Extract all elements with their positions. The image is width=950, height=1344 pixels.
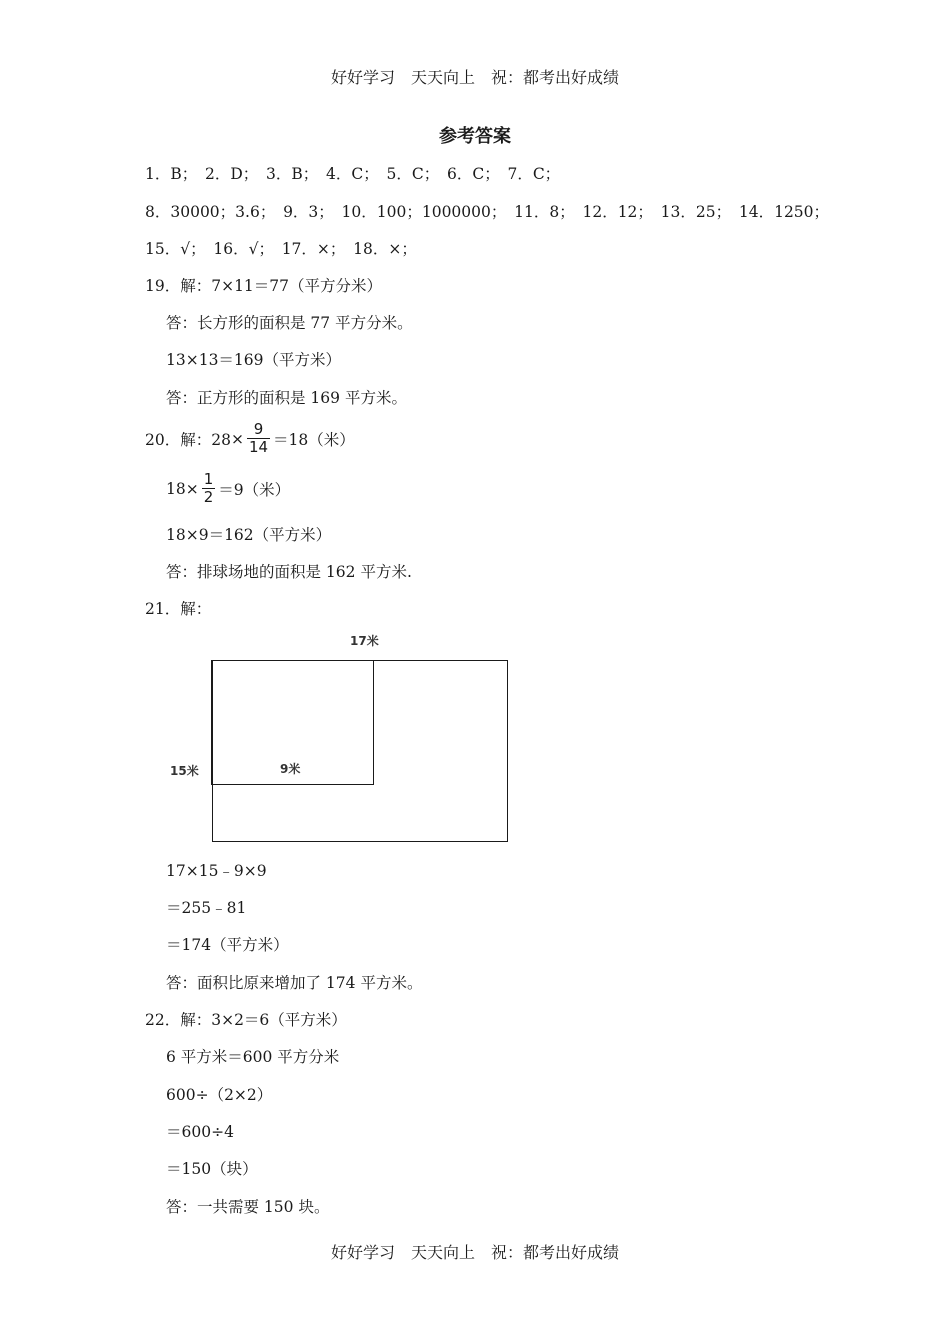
q21-line-4: 答：面积比原来增加了 174 平方米。	[166, 974, 423, 992]
fraction-denominator: 14	[248, 438, 269, 456]
fraction-numerator: 9	[253, 420, 264, 438]
multiply-sign: ×	[185, 479, 199, 498]
q19-line-3: 13×13＝169（平方米）	[166, 351, 342, 369]
q21-line-3: ＝174（平方米）	[166, 936, 289, 954]
q20-line-2-suffix: ＝9（米）	[218, 480, 291, 499]
fraction-9-14	[247, 421, 270, 456]
page-header: 好好学习 天天向上 祝：都考出好成绩	[330, 68, 619, 87]
fraction-1-2	[202, 471, 216, 506]
q20-line-4: 答：排球场地的面积是 162 平方米.	[166, 563, 412, 581]
q19-line-4: 答：正方形的面积是 169 平方米。	[166, 389, 407, 407]
q20-line-1-prefix: 20．解：28	[145, 430, 231, 449]
q19-line-2: 答：长方形的面积是 77 平方分米。	[166, 314, 413, 332]
q22-line-5: ＝150（块）	[166, 1160, 258, 1178]
q20-line-3: 18×9＝162（平方米）	[166, 526, 332, 544]
label-left-width: 15米	[170, 764, 199, 778]
q22-line-4: ＝600÷4	[166, 1123, 234, 1141]
judge-answers: 15．√； 16．√； 17．×； 18．×；	[145, 240, 417, 258]
page-footer: 好好学习 天天向上 祝：都考出好成绩	[330, 1243, 619, 1262]
multiply-sign: ×	[230, 429, 244, 448]
label-top-length: 17米	[350, 634, 379, 648]
label-inner-side: 9米	[280, 762, 301, 776]
fraction-numerator: 1	[203, 470, 214, 488]
q19-line-1: 19．解：7×11＝77（平方分米）	[145, 277, 383, 295]
q20-line-1-suffix: ＝18（米）	[273, 430, 355, 449]
q20-line-1	[145, 421, 355, 456]
q21-line-2: ＝255﹣81	[166, 899, 247, 917]
page-title: 参考答案	[439, 126, 511, 147]
q20-line-2-prefix: 18	[166, 479, 186, 498]
q20-line-2	[166, 471, 290, 506]
q22-line-1: 22．解：3×2＝6（平方米）	[145, 1011, 347, 1029]
q21-line-0: 21．解：	[145, 600, 212, 618]
q22-line-3: 600÷（2×2）	[166, 1086, 273, 1104]
fill-answers: 8．30000；3.6； 9．3； 10．100；1000000； 11．8； 12．12； 13．25； 14．1250；	[145, 203, 830, 221]
q22-line-2: 6 平方米＝600 平方分米	[166, 1048, 340, 1066]
fraction-denominator: 2	[203, 488, 214, 506]
choice-answers: 1．B； 2．D； 3．B； 4．C； 5．C； 6．C； 7．C；	[145, 165, 561, 183]
q22-line-6: 答：一共需要 150 块。	[166, 1198, 330, 1216]
q21-line-1: 17×15﹣9×9	[166, 862, 267, 880]
